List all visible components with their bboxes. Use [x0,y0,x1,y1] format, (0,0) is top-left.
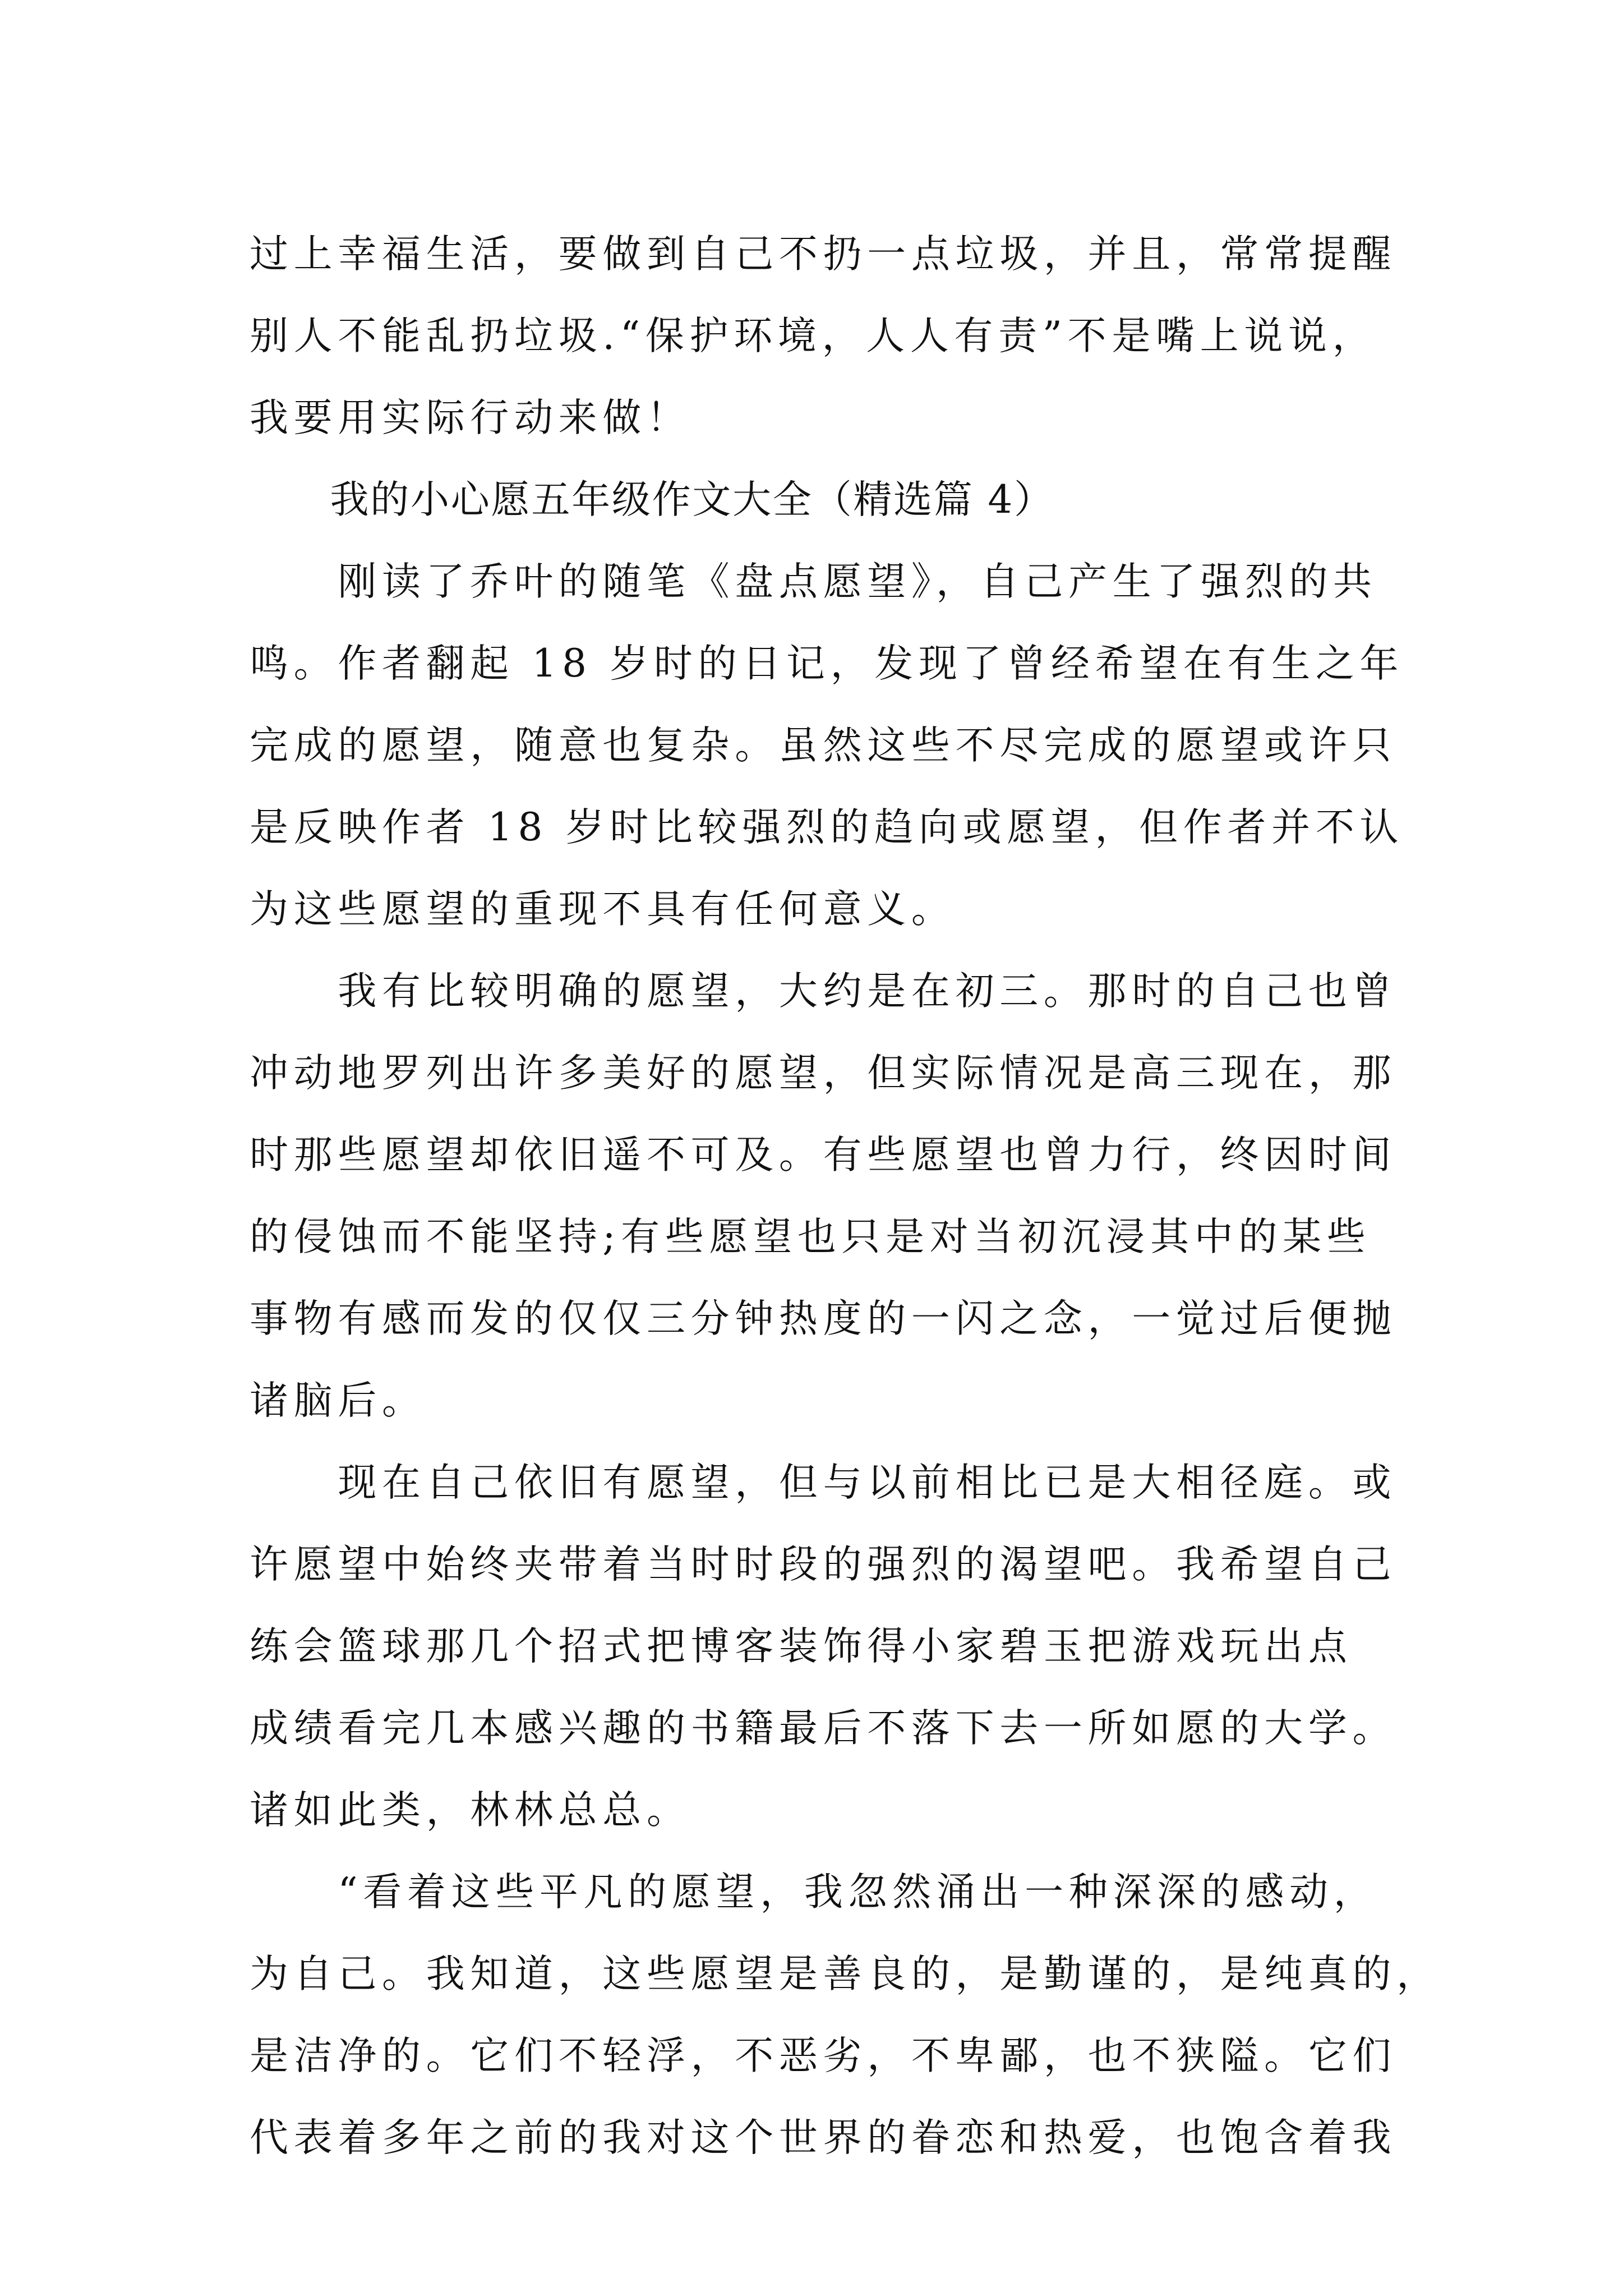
text-line: 事物有感而发的仅仅三分钟热度的一闪之念，一觉过后便抛 [250,1296,1397,1341]
text-line: 是反映作者 18 岁时比较强烈的趋向或愿望，但作者并不认 [250,805,1404,850]
text-line: 刚读了乔叶的随笔《盘点愿望》，自己产生了强烈的共 [250,559,1377,604]
text-line: 现在自己依旧有愿望，但与以前相比已是大相径庭。或 [250,1460,1397,1505]
text-line: 冲动地罗列出许多美好的愿望，但实际情况是高三现在，那 [250,1051,1397,1096]
text-line: “看着这些平凡的愿望，我忽然涌出一种深深的感动， [250,1870,1378,1915]
text-line: 为这些愿望的重现不具有任何意义。 [250,887,956,932]
section-heading: 我的小心愿五年级作文大全（精选篇 4） [250,477,1054,522]
text-line: 鸣。作者翻起 18 岁时的日记，发现了曾经希望在有生之年 [250,641,1404,686]
text-line: 过上幸福生活，要做到自己不扔一点垃圾，并且，常常提醒 [250,232,1397,277]
text-line: 完成的愿望，随意也复杂。虽然这些不尽完成的愿望或许只 [250,723,1397,768]
text-line: 别人不能乱扔垃圾.“保护环境，人人有责”不是嘴上说说， [250,314,1377,358]
text-line: 许愿望中始终夹带着当时时段的强烈的渴望吧。我希望自己 [250,1542,1397,1587]
document-body [250,213,1441,2179]
text-line: 的侵蚀而不能坚持;有些愿望也只是对当初沉浸其中的某些 [250,1214,1371,1259]
text-line: 成绩看完几本感兴趣的书籍最后不落下去一所如愿的大学。 [250,1706,1397,1751]
text-line: 我有比较明确的愿望，大约是在初三。那时的自己也曾 [250,969,1397,1014]
text-line: 为自己。我知道，这些愿望是善良的，是勤谨的，是纯真的， [250,1952,1441,1996]
text-line: 诸脑后。 [250,1378,426,1423]
text-line: 代表着多年之前的我对这个世界的眷恋和热爱，也饱含着我 [250,2115,1397,2160]
text-line: 诸如此类，林林总总。 [250,1788,691,1833]
text-line: 练会篮球那几个招式把博客装饰得小家碧玉把游戏玩出点 [250,1624,1353,1669]
text-line: 时那些愿望却依旧遥不可及。有些愿望也曾力行，终因时间 [250,1133,1397,1177]
text-line: 我要用实际行动来做！ [250,395,691,440]
text-line: 是洁净的。它们不轻浮，不恶劣，不卑鄙，也不狭隘。它们 [250,2033,1397,2078]
